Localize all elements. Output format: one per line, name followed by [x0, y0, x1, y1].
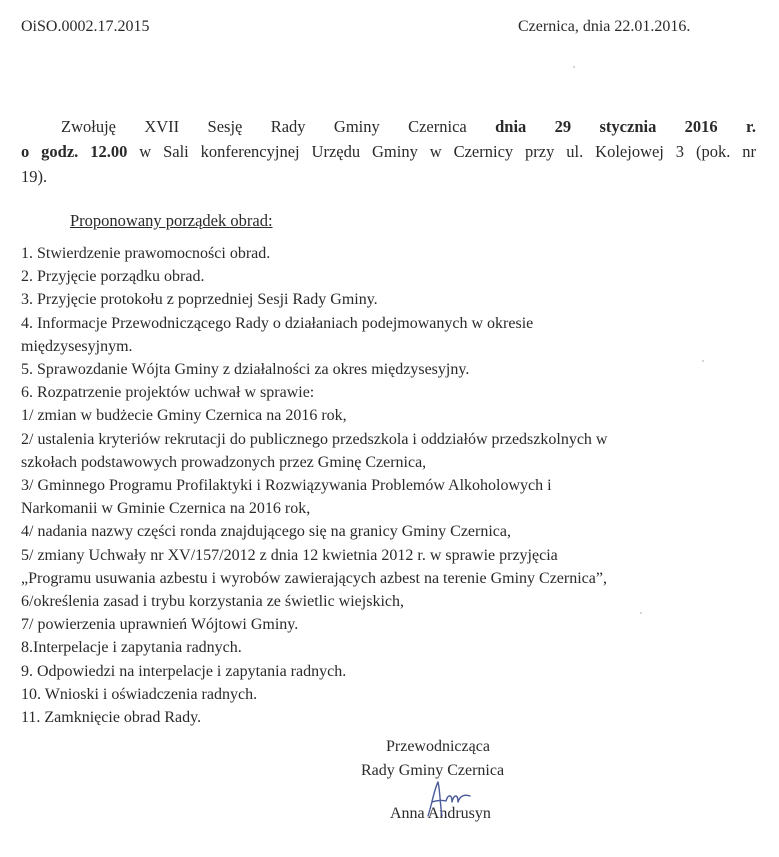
- intro-line-2: o godz. 12.00 w Sali konferencyjnej Urzędu Gminy w Czernicy przy ul. Kolejowej 3 (pok. nr: [21, 142, 757, 161]
- intro-paragraph: [21, 114, 756, 189]
- agenda-item: 4/ nadania nazwy części ronda znajdującego się na granicy Gminy Czernica,: [21, 523, 512, 541]
- agenda-item: międzysesyjnym.: [21, 337, 133, 355]
- agenda-item: 1/ zmian w budżecie Gminy Czernica na 2016 rok,: [21, 407, 347, 425]
- agenda-item: 11. Zamknięcie obrad Rady.: [21, 709, 202, 727]
- agenda-title: Proponowany porządek obrad:: [70, 211, 273, 230]
- agenda-item: 2. Przyjęcie porządku obrad.: [21, 268, 205, 286]
- agenda-item: 6/określenia zasad i trybu korzystania ze świetlic wiejskich,: [21, 593, 404, 611]
- agenda-item: 1. Stwierdzenie prawomocności obrad.: [21, 245, 271, 262]
- agenda-item: 5. Sprawozdanie Wójta Gminy z działalności za okres międzysesyjny.: [21, 361, 470, 379]
- signature-body: Rady Gminy Czernica: [361, 762, 505, 779]
- agenda-item: 5/ zmiany Uchwały nr XV/157/2012 z dnia 12 kwietnia 2012 r. w sprawie przyjęcia: [21, 546, 558, 564]
- agenda-item: 7/ powierzenia uprawnień Wójtowi Gminy.: [21, 616, 299, 634]
- signature-name: Anna Andrusyn: [390, 805, 491, 822]
- agenda-item: 9. Odpowiedzi na interpelacje i zapytania radnych.: [21, 662, 347, 680]
- agenda-item: Narkomanii w Gminie Czernica na 2016 rok,: [21, 500, 311, 518]
- signature-role: Przewodnicząca: [386, 738, 490, 755]
- handwritten-signature: [420, 776, 480, 824]
- agenda-item: 3. Przyjęcie protokołu z poprzedniej Sesji Rady Gminy.: [21, 291, 378, 309]
- agenda-item: „Programu usuwania azbestu i wyrobów zawierających azbest na terenie Gminy Czernica”,: [21, 569, 607, 587]
- session-date: dnia 29 stycznia 2016 r.: [495, 117, 756, 136]
- place-date: Czernica, dnia 22.01.2016.: [518, 18, 691, 35]
- agenda-item: 10. Wnioski i oświadczenia radnych.: [21, 685, 258, 703]
- agenda-list: [21, 242, 751, 729]
- session-time: o godz. 12.00: [21, 142, 128, 161]
- reference-number: OiSO.0002.17.2015: [21, 18, 150, 35]
- agenda-item: 8.Interpelacje i zapytania radnych.: [21, 639, 242, 657]
- intro-line-3: 19).: [21, 167, 48, 186]
- intro-line-1: Zwołuję XVII Sesję Rady Gminy Czernica dnia 29 stycznia 2016 r.: [61, 117, 756, 136]
- agenda-item: 6. Rozpatrzenie projektów uchwał w sprawie:: [21, 384, 315, 402]
- agenda-item: szkołach podstawowych prowadzonych przez Gminę Czernica,: [21, 453, 427, 471]
- agenda-item: 3/ Gminnego Programu Profilaktyki i Rozwiązywania Problemów Alkoholowych i: [21, 477, 552, 495]
- agenda-item: 4. Informacje Przewodniczącego Rady o działaniach podejmowanych w okresie: [21, 314, 534, 332]
- agenda-item: 2/ ustalenia kryteriów rekrutacji do publicznego przedszkola i oddziałów przedszkolnych w: [21, 430, 608, 448]
